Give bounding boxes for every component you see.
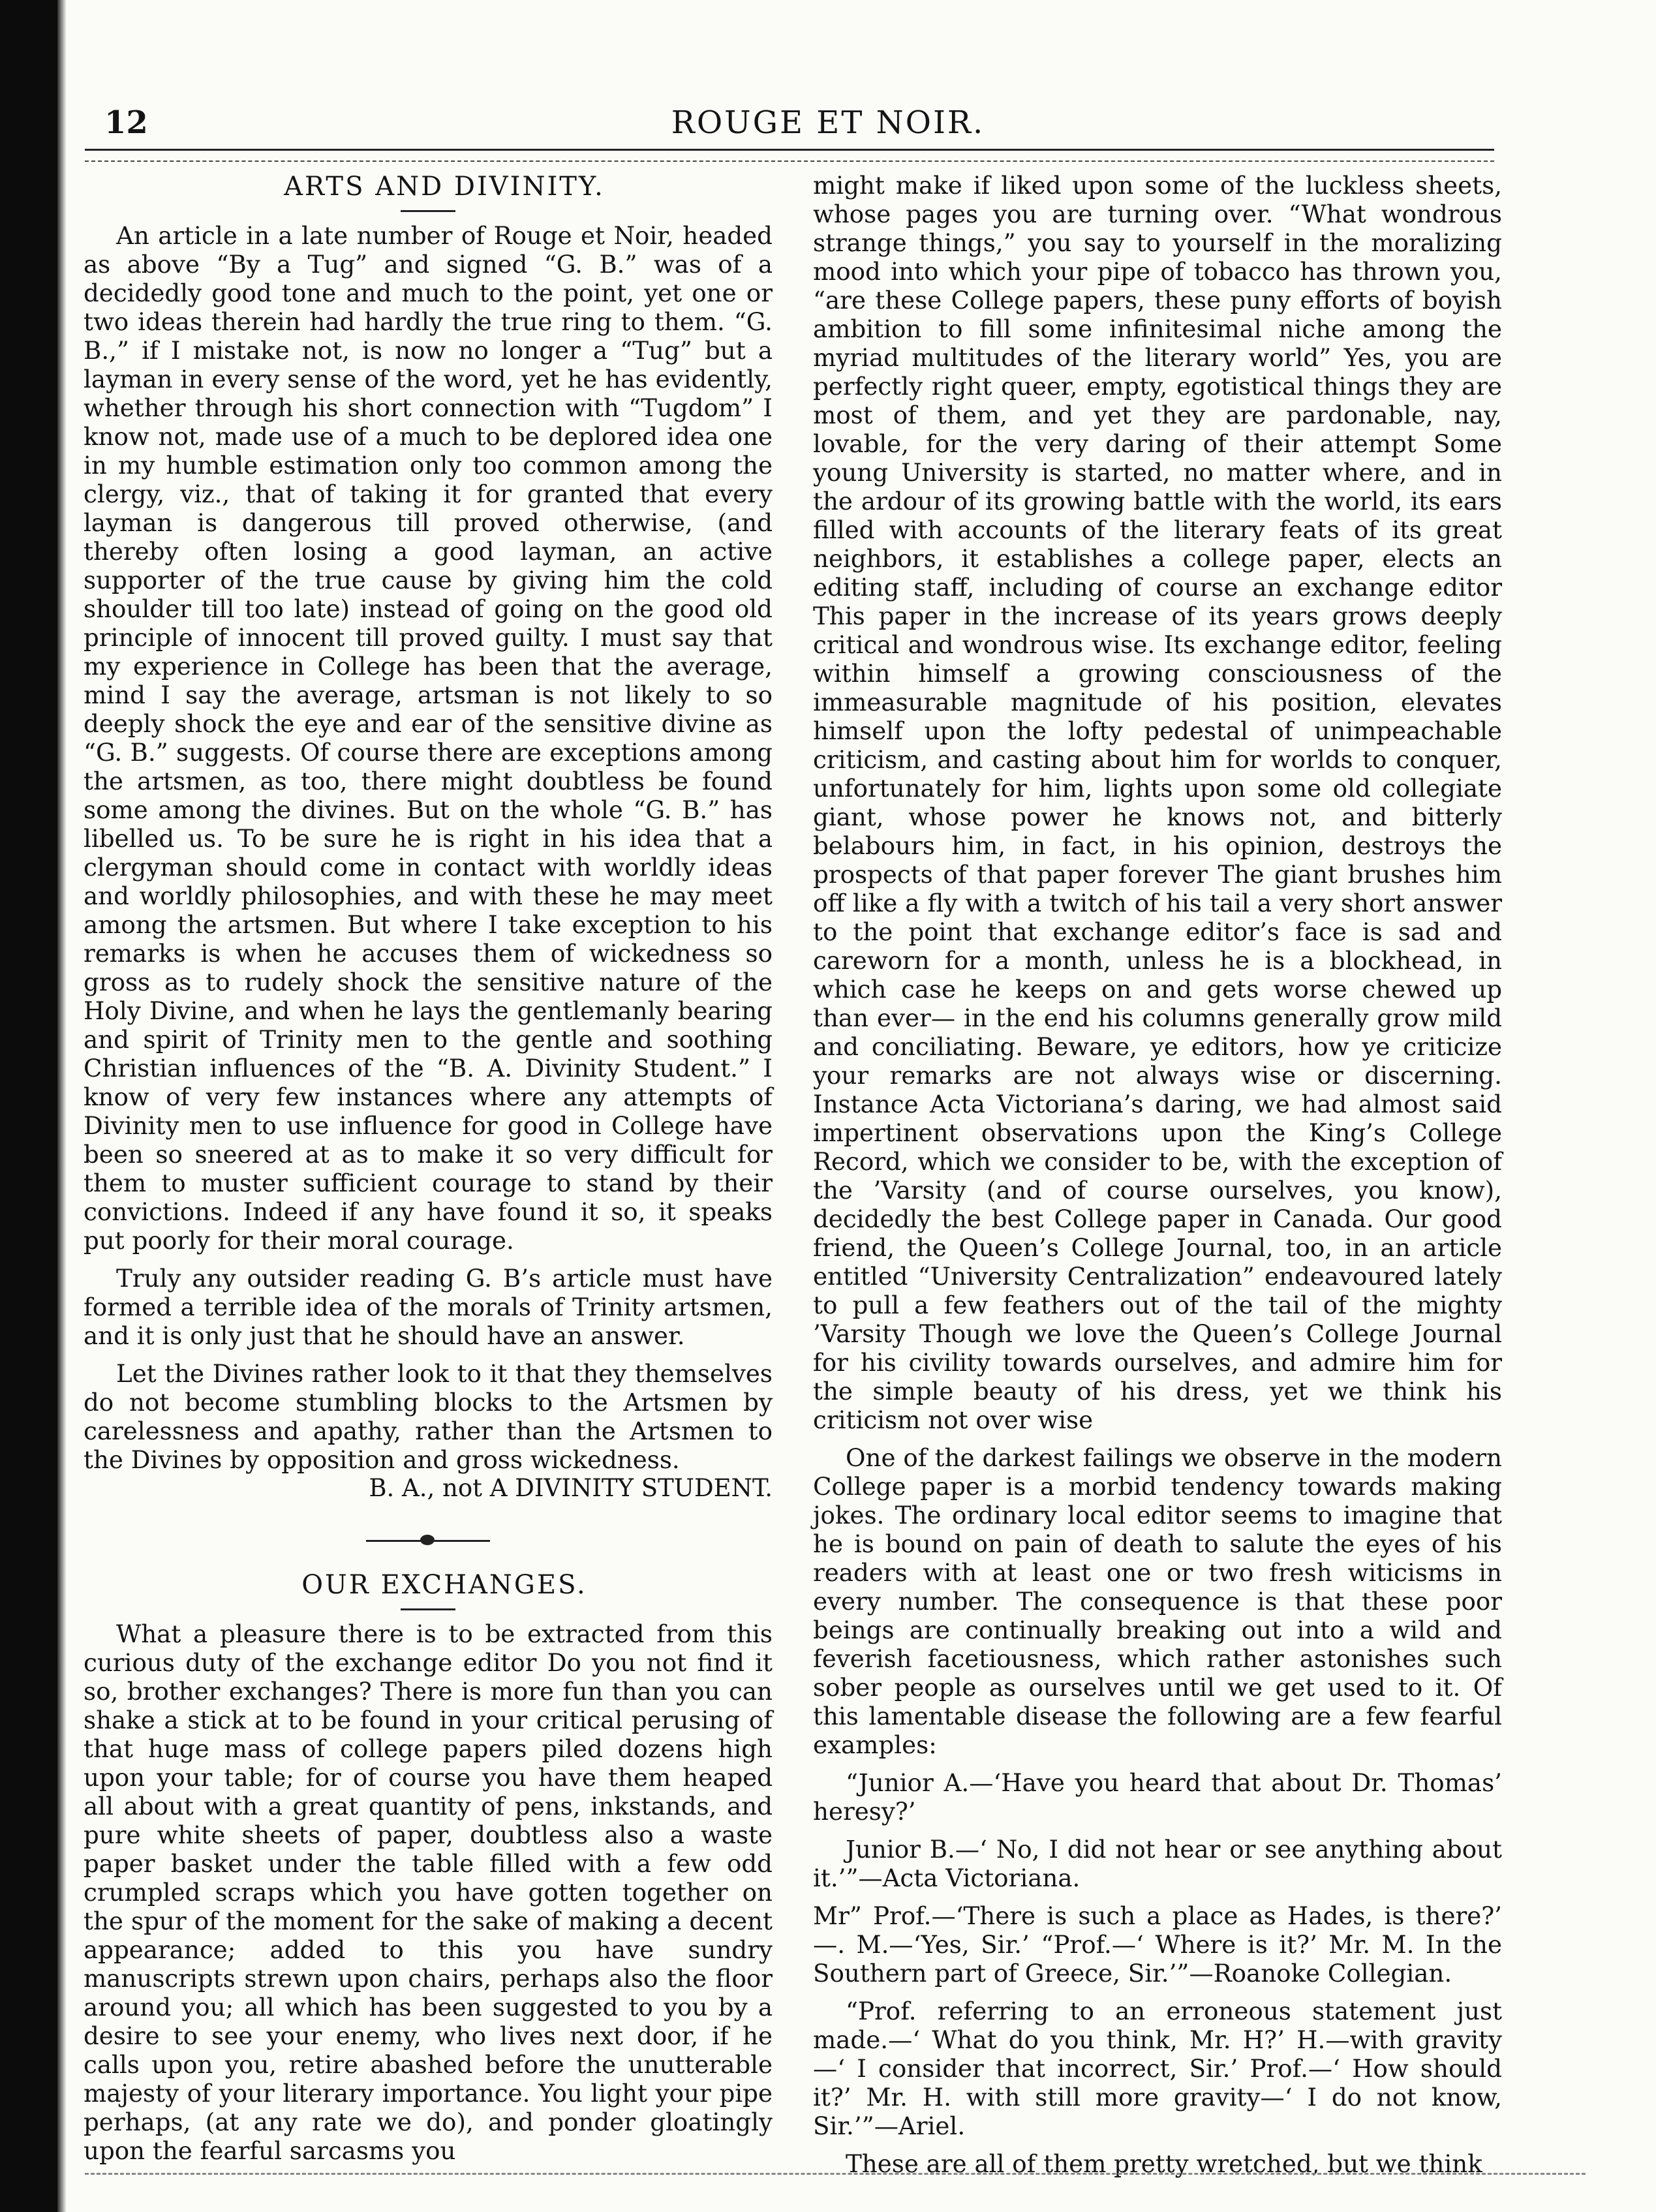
right-column [813, 171, 1502, 2178]
page-number: 12 [104, 104, 148, 141]
bottom-rule [85, 2173, 1586, 2175]
excerpt-roanoke: Mr” Prof.—‘There is such a place as Hades, is there?’ —. M.—‘Yes, Sir.’ “Prof.—‘ Where is it?’ Mr. M. In the Southern part of Greece, Sir.’”—Roanoke Collegian. [813, 1901, 1502, 1988]
excerpt-ariel: “Prof. referring to an erroneous statement just made.—‘ What do you think, Mr. H?’ H.—with gravity —‘ I consider that incorrect, Sir.’ Prof.—‘ How should it?’ Mr. H. with still more gravity—‘ I do not know, Sir.’”—Ariel. [813, 1997, 1502, 2140]
exchanges-closing-line: These are all of them pretty wretched, but we think [846, 2149, 1482, 2178]
left-column [84, 171, 773, 2165]
title-rule [401, 210, 455, 212]
excerpt-junior-b: Junior B.—‘ No, I did not hear or see anything about it.’”—Acta Victoriana. [813, 1835, 1502, 1892]
arts-signature: B. A., not A DIVINITY STUDENT. [369, 1474, 773, 1502]
section-divider [366, 1534, 490, 1547]
page-binding-shadow [57, 0, 67, 2212]
arts-and-divinity-title: ARTS AND DIVINITY. [284, 172, 605, 202]
arts-paragraph-2: Truly any outsider reading G. B’s article must have formed a terrible idea of the morals of Trinity artsmen, and it is only just that he should have an answer. [84, 1264, 773, 1350]
header-rule-dashed [85, 161, 1494, 162]
title-rule [401, 1608, 455, 1610]
excerpt-junior-a: “Junior A.—‘Have you heard that about Dr. Thomas’ heresy?’ [813, 1768, 1502, 1826]
arts-paragraph-3: Let the Divines rather look to it that they themselves do not become stumbling blocks to the Artsmen by carelessness and apathy, rather than the Artsmen to the Divines by opposition and gross wickedness. [84, 1359, 773, 1474]
arts-paragraph-1: An article in a late number of Rouge et Noir, headed as above “By a Tug” and signed “G. B.” was of a decidedly good tone and much to the point, yet one or two ideas therein had hardly the true ring to them. “G. B.,” if I mistake not, is now no longer a “Tug” but a layman in every sense of the word, yet he has evidently, whether through his short connection with “Tugdom” I know not, made use of a much to be deplored idea one in my humble estimation only too common among the clergy, viz., that of taking it for granted that every layman is dangerous till proved otherwise, (and thereby often losing a good layman, an active supporter of the true cause by giving him the cold shoulder till too late) instead of going on the good old principle of innocent till proved guilty. I must say that my experience in College has been that the average, mind I say the average, artsman is not likely to so deeply shock the eye and ear of the sensitive divine as “G. B.” suggests. Of course there are exceptions among the artsmen, as too, there might doubtless be found some among the divines. But on the whole “G. B.” has libelled us. To be sure he is right in his idea that a clergyman should come in contact with worldly ideas and worldly philosophies, and with these he may meet among the artsmen. But where I take exception to his remarks is when he accuses them of wickedness so gross as to rudely shock the sensitive nature of the Holy Divine, and when he lays the gentlemanly bearing and spirit of Trinity men to the gentle and soothing Christian influences of the “B. A. Divinity Student.” I know of very few instances where any attempts of Divinity men to use influence for good in College have been so sneered at as to make it so very difficult for them to muster sufficient courage to stand by their convictions. Indeed if any have found it so, it speaks put poorly for their moral courage. [84, 221, 773, 1255]
divider-ornament [420, 1535, 435, 1545]
exchanges-paragraph-1: What a pleasure there is to be extracted from this curious duty of the exchange editor Do you not find it so, brother exchanges? There is more fun than you can shake a stick at to be found in your critical perusing of that huge mass of college papers piled dozens high upon your table; for of course you have them heaped all about with a great quantity of pens, inkstands, and pure white sheets of paper, doubtless also a waste paper basket under the table filled with a few odd crumpled scraps which you have gotten together on the spur of the moment for the sake of making a decent appearance; added to this you have sundry manuscripts strewn upon chairs, perhaps also the floor around you; all which has been suggested to you by a desire to see your enemy, who lives next door, if he calls upon you, retire abashed before the unutterable majesty of your literary importance. You light your pipe perhaps, (at any rate we do), and ponder gloatingly upon the fearful sarcasms you [84, 1620, 773, 2165]
exchanges-continued-paragraph: might make if liked upon some of the luckless sheets, whose pages you are turning over. “What wondrous strange things,” you say to yourself in the moralizing mood into which your pipe of tobacco has thrown you, “are these College papers, these puny efforts of boyish ambition to fill some infinitesimal niche among the myriad multitudes of the literary world” Yes, you are perfectly right queer, empty, egotistical things they are most of them, and yet they are pardonable, nay, lovable, for the very daring of their attempt Some young University is started, no matter where, and in the ardour of its growing battle with the world, its ears filled with accounts of the literary feats of its great neighbors, it establishes a college paper, elects an editing staff, including of course an exchange editor This paper in the increase of its years grows deeply critical and wondrous wise. Its exchange editor, feeling within himself a growing consciousness of the immeasurable magnitude of his position, elevates himself upon the lofty pedestal of unimpeachable criticism, and casting about him for worlds to conquer, unfortunately for him, lights upon some old collegiate giant, whose power he knows not, and bitterly belabours him, in fact, in his opinion, destroys the prospects of that paper forever The giant brushes him off like a fly with a twitch of his tail a very short answer to the point that exchange editor’s face is sad and careworn for a month, unless he is a blockhead, in which case he keeps on and gets worse chewed up than ever— in the end his columns generally grow mild and conciliating. Beware, ye editors, how ye criticize your remarks are not always wise or discerning. Instance Acta Victoriana’s daring, we had almost said impertinent observations upon the King’s College Record, which we consider to be, with the exception of the ’Varsity (and of course ourselves, you know), decidedly the best College paper in Canada. Our good friend, the Queen’s College Journal, too, in an article entitled “University Centralization” endeavoured lately to pull a few feathers out of the tail of the mighty ’Varsity Though we love the Queen’s College Journal for his civility towards ourselves, and admire him for the simple beauty of his dress, yet we think his criticism not over wise [813, 171, 1502, 1434]
running-head: ROUGE ET NOIR. [671, 104, 985, 141]
header-rule [85, 149, 1494, 151]
page-binding-edge [0, 0, 57, 2212]
our-exchanges-title: OUR EXCHANGES. [301, 1570, 587, 1600]
exchanges-paragraph-jokes: One of the darkest failings we observe in the modern College paper is a morbid tendency towards making jokes. The ordinary local editor seems to imagine that he is bound on pain of death to salute the eyes of his readers with at least one or two fresh witicisms in every number. The consequence is that these poor beings are continually breaking out into a wild and feverish facetiousness, which rather astonishes such sober people as ourselves until we get used to it. Of this lamentable disease the following are a few fearful examples: [813, 1443, 1502, 1759]
